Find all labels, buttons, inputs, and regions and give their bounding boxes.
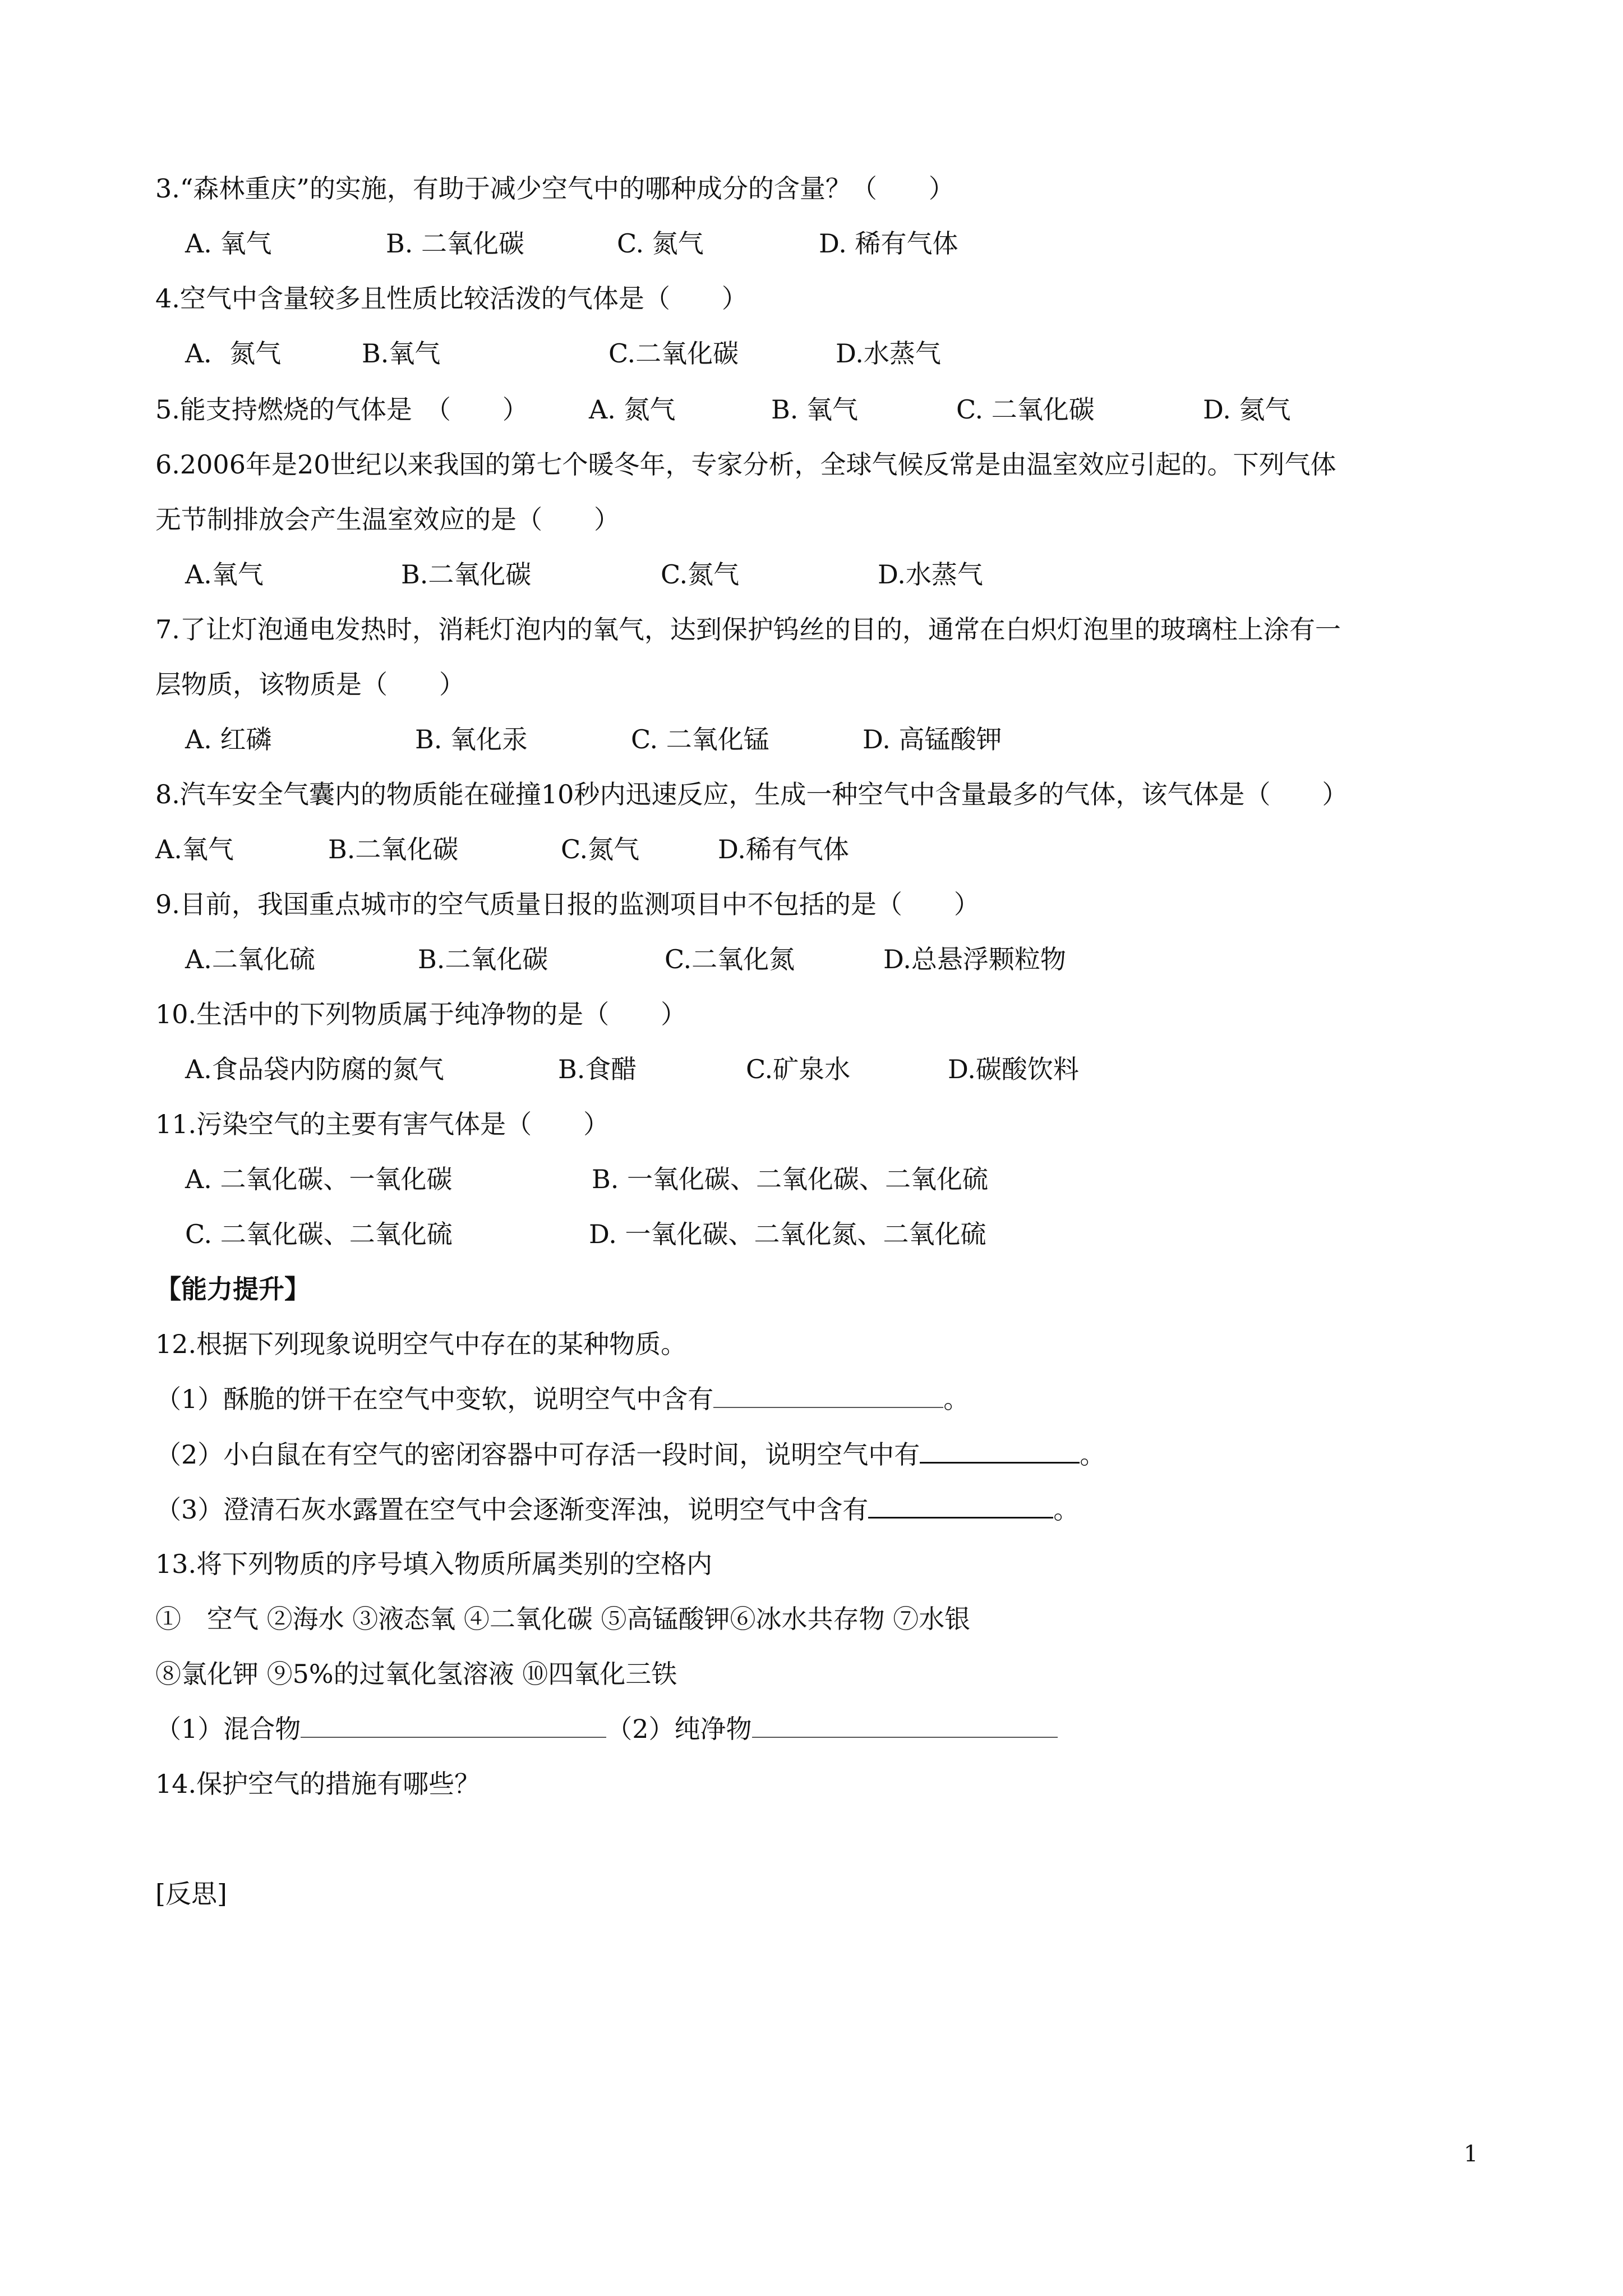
q3-option-b: B. 二氧化碳 xyxy=(386,228,525,259)
q9-option-a: A.二氧化硫 xyxy=(185,944,315,974)
q13-part1-label: （1）混合物 xyxy=(155,1714,301,1744)
q6-option-b: B.二氧化碳 xyxy=(401,559,532,590)
q3-option-d: D. 稀有气体 xyxy=(819,228,958,259)
q3-option-c: C. 氮气 xyxy=(617,228,704,259)
q12-sub3-blank[interactable] xyxy=(868,1492,1053,1519)
q8-option-c: C.氮气 xyxy=(561,834,640,864)
q5-option-d: D. 氦气 xyxy=(1203,394,1291,425)
q9-stem: 9.目前，我国重点城市的空气质量日报的监测项目中不包括的是（ ） xyxy=(155,889,980,919)
q10-option-a: A.食品袋内防腐的氮气 xyxy=(185,1054,444,1084)
q7-option-b: B. 氧化汞 xyxy=(415,724,528,754)
q7-option-c: C. 二氧化锰 xyxy=(631,724,769,754)
q10-option-b: B.食醋 xyxy=(558,1054,637,1084)
q11-option-c: C. 二氧化碳、二氧化硫 xyxy=(185,1219,453,1249)
q8-option-b: B.二氧化碳 xyxy=(328,834,459,864)
q7-stem-line-1: 7.了让灯泡通电发热时，消耗灯泡内的氧气，达到保护钨丝的目的，通常在白炽灯泡里的玻璃柱上涂有一 xyxy=(155,614,1341,645)
q11-option-d: D. 一氧化碳、二氧化氮、二氧化硫 xyxy=(589,1219,986,1249)
q12-sub2-text: （2）小白鼠在有空气的密闭容器中可存活一段时间，说明空气中有 xyxy=(155,1439,920,1470)
q5-option-b: B. 氧气 xyxy=(771,394,859,425)
q6-option-d: D.水蒸气 xyxy=(878,559,983,590)
q3-stem: 3.“森林重庆”的实施，有助于减少空气中的哪种成分的含量？（ ） xyxy=(155,173,955,204)
q4-option-d: D.水蒸气 xyxy=(836,338,941,369)
q10-option-c: C.矿泉水 xyxy=(746,1054,851,1084)
q12-sub2-blank[interactable] xyxy=(920,1437,1080,1464)
q12-sub1-blank[interactable] xyxy=(713,1382,943,1408)
q12-sub3 xyxy=(155,1492,1079,1526)
reflection-heading: [反思] xyxy=(155,1879,227,1909)
q7-option-d: D. 高锰酸钾 xyxy=(863,724,1002,754)
q6-option-a: A.氧气 xyxy=(185,559,264,590)
q4-option-b: B.氧气 xyxy=(362,338,441,369)
q4-option-a: A．氮气 xyxy=(185,338,282,369)
q10-stem: 10.生活中的下列物质属于纯净物的是（ ） xyxy=(155,999,687,1029)
q6-option-c: C.氮气 xyxy=(661,559,740,590)
q14-stem: 14.保护空气的措施有哪些？ xyxy=(155,1769,481,1799)
section-heading: 【能力提升】 xyxy=(155,1274,310,1304)
q13-stem: 13.将下列物质的序号填入物质所属类别的空格内 xyxy=(155,1549,713,1579)
q12-stem: 12.根据下列现象说明空气中存在的某种物质。 xyxy=(155,1329,687,1359)
q8-option-a: A.氧气 xyxy=(155,834,234,864)
q12-sub1 xyxy=(155,1382,969,1416)
q10-option-d: D.碳酸饮料 xyxy=(948,1054,1079,1084)
q5-stem: 5.能支持燃烧的气体是 （ ） xyxy=(155,394,528,425)
q12-sub2-end: 。 xyxy=(1080,1439,1106,1470)
q11-stem: 11.污染空气的主要有害气体是（ ） xyxy=(155,1109,610,1139)
q13-items-line-1: ① 空气 ②海水 ③液态氧 ④二氧化碳 ⑤高锰酸钾⑥冰水共存物 ⑦水银 xyxy=(155,1604,971,1634)
q5-option-c: C. 二氧化碳 xyxy=(956,394,1095,425)
page-number: 1 xyxy=(1464,2141,1478,2167)
q11-option-b: B. 一氧化碳、二氧化碳、二氧化硫 xyxy=(592,1164,989,1194)
q13-mixture-blank[interactable] xyxy=(301,1712,606,1738)
q13-pure-substance-blank[interactable] xyxy=(752,1712,1058,1738)
q4-stem: 4.空气中含量较多且性质比较活泼的气体是（ ） xyxy=(155,283,748,314)
q13-part2-label: （2）纯净物 xyxy=(606,1714,752,1744)
q3-option-a: A. 氧气 xyxy=(185,228,272,259)
q8-option-d: D.稀有气体 xyxy=(718,834,849,864)
q6-stem-line-1: 6.2006年是20世纪以来我国的第七个暖冬年，专家分析，全球气候反常是由温室效应引起的。下列气体 xyxy=(155,449,1336,480)
q12-sub3-text: （3）澄清石灰水露置在空气中会逐渐变浑浊，说明空气中含有 xyxy=(155,1494,869,1525)
q9-option-c: C.二氧化氮 xyxy=(665,944,795,974)
q12-sub3-end: 。 xyxy=(1053,1494,1080,1525)
q12-sub1-end: 。 xyxy=(943,1384,970,1414)
q9-option-d: D.总悬浮颗粒物 xyxy=(883,944,1066,974)
q8-stem: 8.汽车安全气囊内的物质能在碰撞10秒内迅速反应，生成一种空气中含量最多的气体，该气体是（ ） xyxy=(155,779,1348,809)
q6-stem-line-2: 无节制排放会产生温室效应的是（ ） xyxy=(155,504,620,535)
q5-option-a: A. 氮气 xyxy=(589,394,676,425)
q11-option-a: A. 二氧化碳、一氧化碳 xyxy=(185,1164,453,1194)
q4-option-c: C.二氧化碳 xyxy=(608,338,739,369)
q12-sub2 xyxy=(155,1437,1105,1471)
q9-option-b: B.二氧化碳 xyxy=(418,944,548,974)
q7-stem-line-2: 层物质，该物质是（ ） xyxy=(155,669,465,700)
q13-items-line-2: ⑧氯化钾 ⑨5%的过氧化氢溶液 ⑩四氧化三铁 xyxy=(155,1659,677,1689)
q12-sub1-text: （1）酥脆的饼干在空气中变软，说明空气中含有 xyxy=(155,1384,714,1414)
q13-answer-row xyxy=(155,1712,1058,1746)
q7-option-a: A. 红磷 xyxy=(185,724,272,754)
